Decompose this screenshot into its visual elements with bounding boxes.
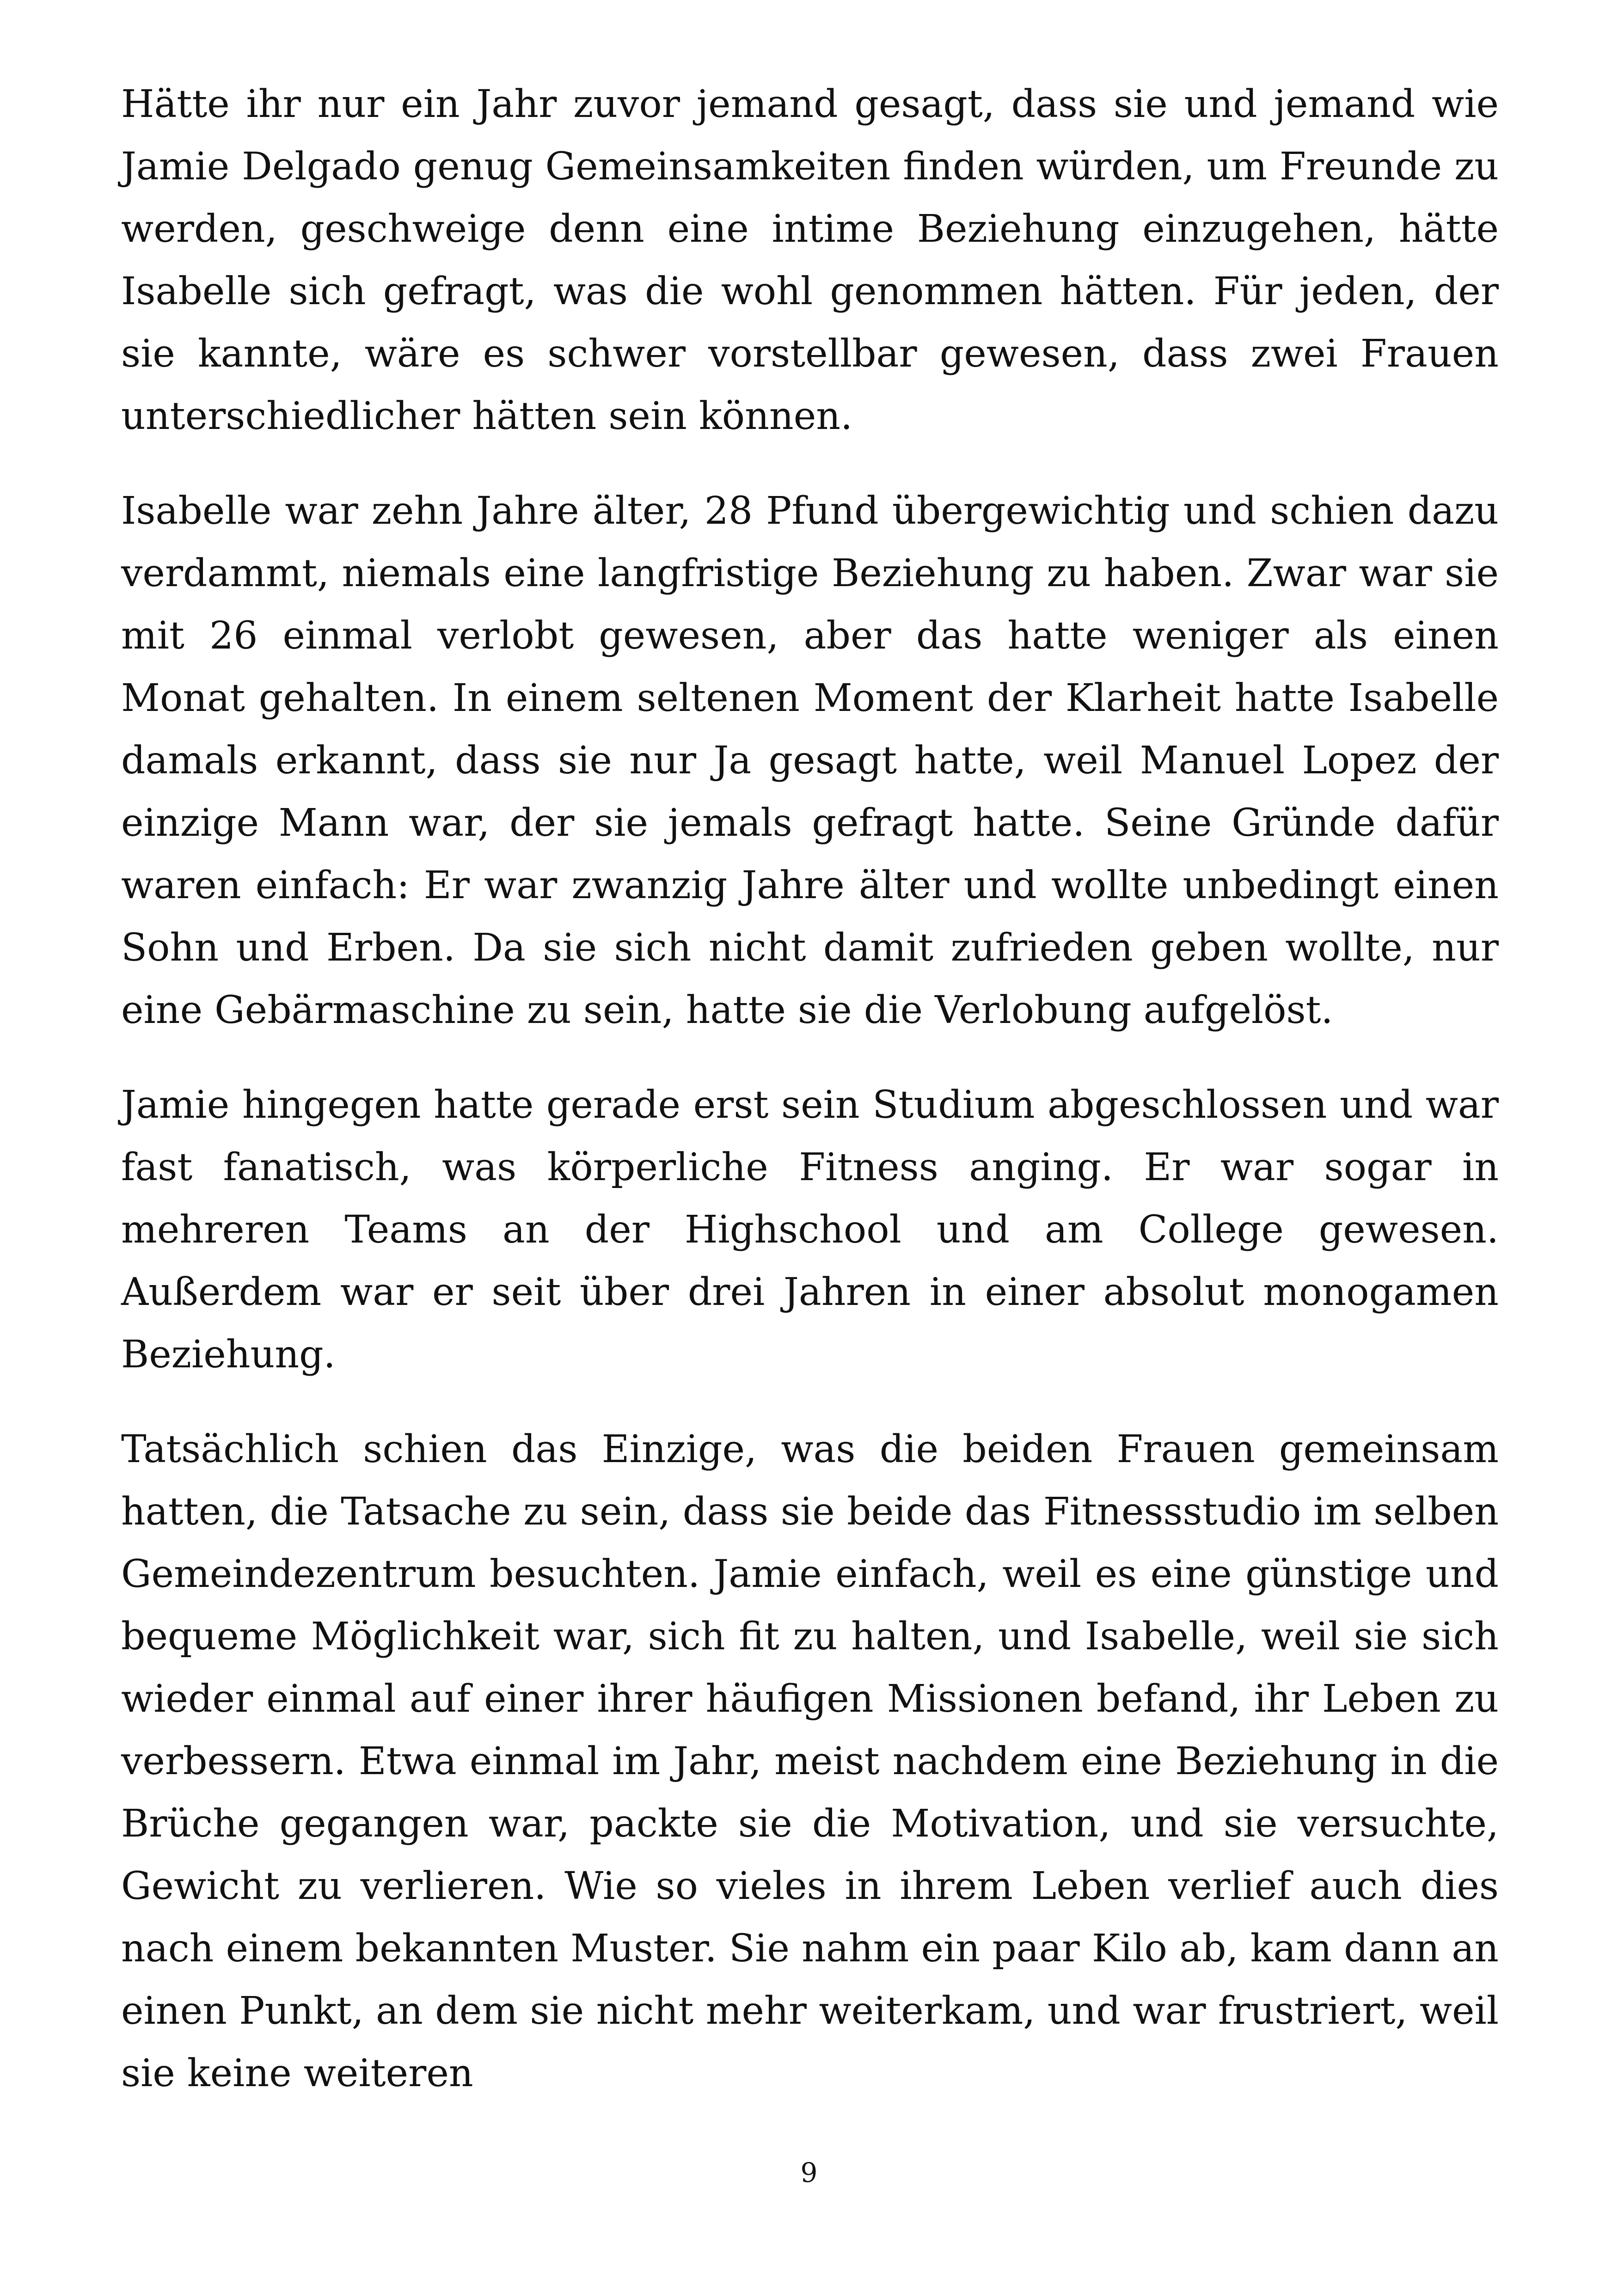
paragraph-1: Hätte ihr nur ein Jahr zuvor jemand gesagt, dass sie und jemand wie Jamie Delgado genug Gemeinsamkeiten finden würden, um Freunde zu werden, geschweige denn eine intime Beziehung einzugehen, hätte Isabelle sich gefragt, was die wohl genommen hätten. Für jeden, der sie kannte, wäre es schwer vorstellbar gewesen, dass zwei Frauen unterschiedlicher hätten sein können. xyxy=(121,82,1499,438)
paragraph-3: Jamie hingegen hatte gerade erst sein Studium abgeschlossen und war fast fanatisch, was körperliche Fitness anging. Er war sogar in mehreren Teams an der Highschool und am College gewesen. Außerdem war er seit über drei Jahren in einer absolut monogamen Beziehung. xyxy=(121,1083,1499,1377)
page-number: 9 xyxy=(800,2157,818,2188)
body-text xyxy=(121,73,1499,2137)
paragraph-4: Tatsächlich schien das Einzige, was die beiden Frauen gemeinsam hatten, die Tatsache zu sein, dass sie beide das Fitnessstudio im selben Gemeindezentrum besuchten. Jamie einfach, weil es eine günstige und bequeme Möglichkeit war, sich fit zu halten, und Isabelle, weil sie sich wieder einmal auf einer ihrer häufigen Missionen befand, ihr Leben zu verbessern. Etwa einmal im Jahr, meist nachdem eine Beziehung in die Brüche gegangen war, packte sie die Motivation, und sie versuchte, Gewicht zu verlieren. Wie so vieles in ihrem Leben verlief auch dies nach einem bekannten Muster. Sie nahm ein paar Kilo ab, kam dann an einen Punkt, an dem sie nicht mehr weiterkam, und war frustriert, weil sie keine weiteren xyxy=(121,1427,1499,2095)
paragraph-2: Isabelle war zehn Jahre älter, 28 Pfund übergewichtig und schien dazu verdammt, niemals eine langfristige Beziehung zu haben. Zwar war sie mit 26 einmal verlobt gewesen, aber das hatte weniger als einen Monat gehalten. In einem seltenen Moment der Klarheit hatte Isabelle damals erkannt, dass sie nur Ja gesagt hatte, weil Manuel Lopez der einzige Mann war, der sie jemals gefragt hatte. Seine Gründe dafür waren einfach: Er war zwanzig Jahre älter und wollte unbedingt einen Sohn und Erben. Da sie sich nicht damit zufrieden geben wollte, nur eine Gebärmaschine zu sein, hatte sie die Verlobung aufgelöst. xyxy=(121,489,1499,1032)
